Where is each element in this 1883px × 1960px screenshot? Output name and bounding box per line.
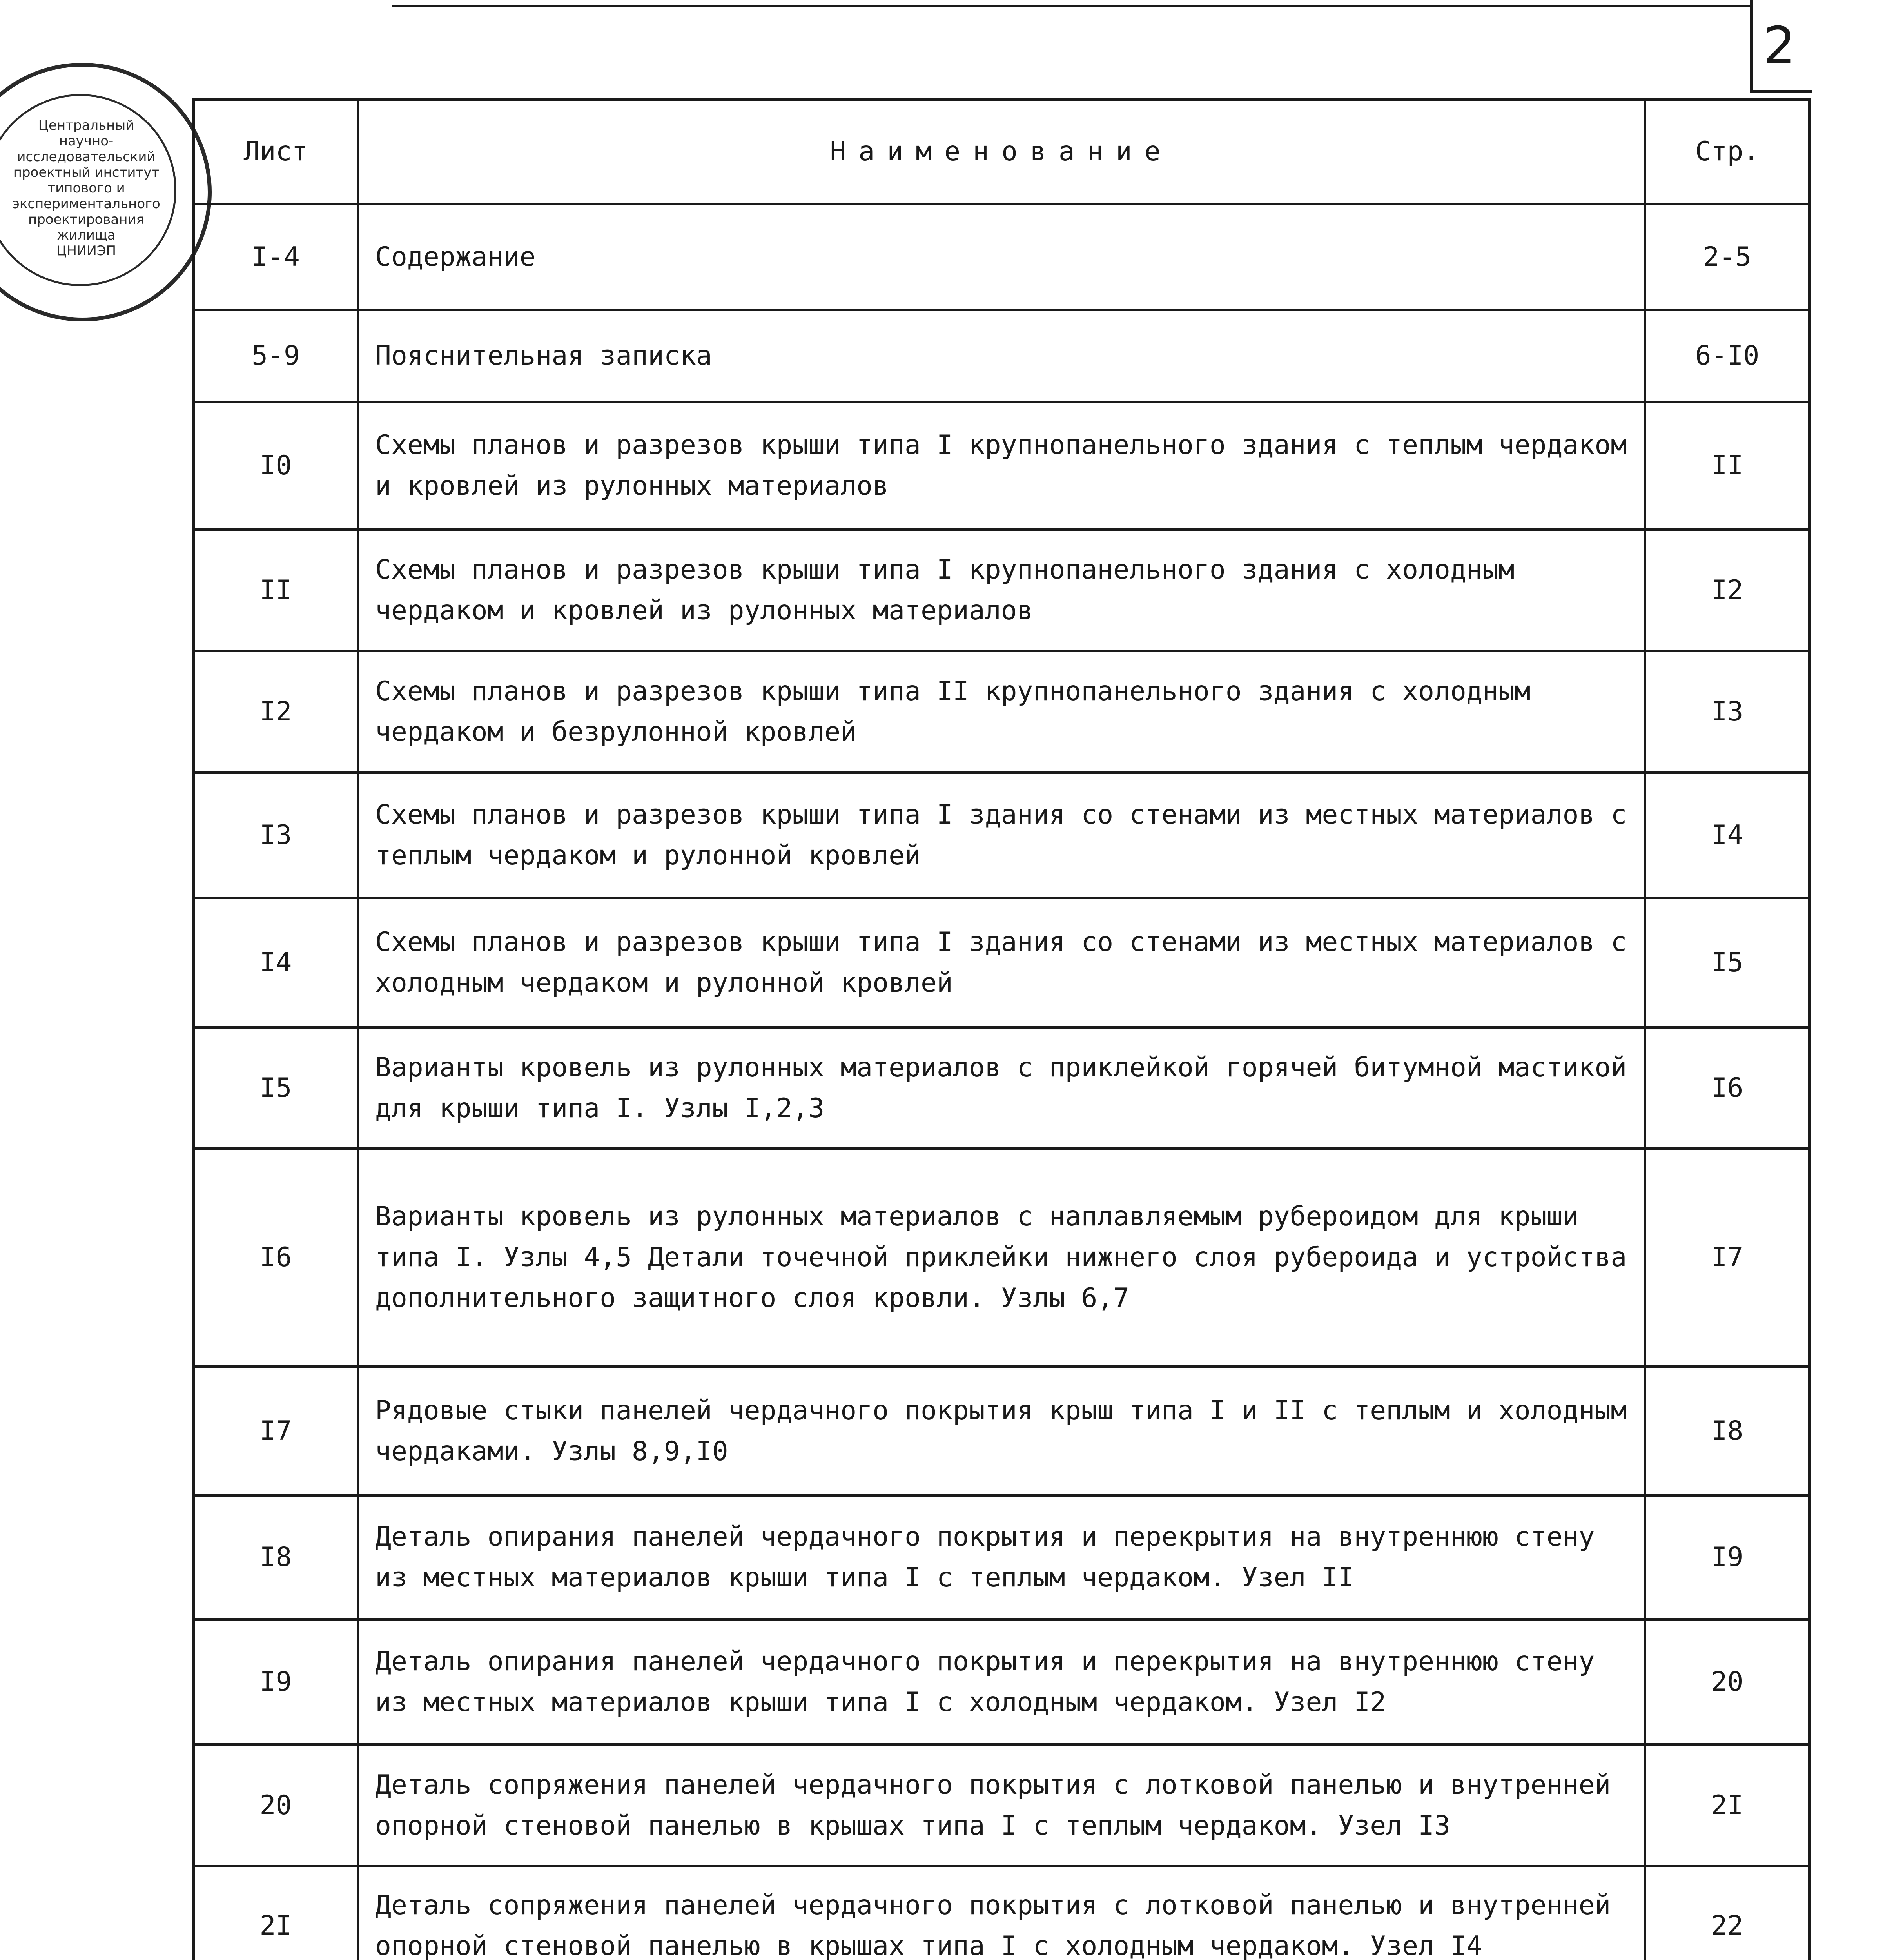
table-row <box>194 402 1810 530</box>
stamp-line: типового и <box>47 180 125 196</box>
name-cell: Рядовые стыки панелей чердачного покрытия крыш типа I и II с теплым и холодным чердаками. Узлы 8,9,I0 <box>358 1367 1645 1496</box>
sheet-cell: I0 <box>194 402 358 530</box>
stamp-line: ЦНИИЭП <box>56 243 116 259</box>
stamp-line: проектирования <box>28 212 144 227</box>
page-cell: I5 <box>1645 898 1810 1027</box>
table-row <box>194 310 1810 402</box>
table-row <box>194 1619 1810 1745</box>
page-cell: 2-5 <box>1645 204 1810 310</box>
sheet-cell: I7 <box>194 1367 358 1496</box>
name-cell: Схемы планов и разрезов крыши типа I здания со стенами из местных материалов с холодным чердаком и рулонной кровлей <box>358 898 1645 1027</box>
page-cell: I4 <box>1645 773 1810 898</box>
sheet-cell: I6 <box>194 1149 358 1367</box>
page-cell: I8 <box>1645 1367 1810 1496</box>
table-row <box>194 651 1810 773</box>
page-cell: I9 <box>1645 1496 1810 1619</box>
sheet-cell: I4 <box>194 898 358 1027</box>
name-cell: Схемы планов и разрезов крыши типа I крупнопанельного здания с холодным чердаком и кровлей из рулонных материалов <box>358 530 1645 651</box>
top-border-line <box>392 5 1750 7</box>
header-name: Наименование <box>358 100 1645 204</box>
page-cell: 22 <box>1645 1866 1810 1960</box>
name-cell: Схемы планов и разрезов крыши типа I крупнопанельного здания с теплым чердаком и кровлей из рулонных материалов <box>358 402 1645 530</box>
table-row <box>194 1027 1810 1149</box>
name-cell: Деталь сопряжения панелей чердачного покрытия с лотковой панелью и внутренней опорной стеновой панелью в крышах типа I с теплым чердаком. Узел I3 <box>358 1745 1645 1866</box>
table-header-row <box>194 100 1810 204</box>
sheet-cell: I3 <box>194 773 358 898</box>
table-row <box>194 530 1810 651</box>
sheet-cell: II <box>194 530 358 651</box>
stamp-line: жилища <box>57 227 116 243</box>
page-cell: I2 <box>1645 530 1810 651</box>
name-cell: Схемы планов и разрезов крыши типа II крупнопанельного здания с холодным чердаком и безрулонной кровлей <box>358 651 1645 773</box>
sheet-cell: I8 <box>194 1496 358 1619</box>
name-cell: Деталь опирания панелей чердачного покрытия и перекрытия на внутреннюю стену из местных материалов крыши типа I с теплым чердаком. Узел II <box>358 1496 1645 1619</box>
table-row <box>194 773 1810 898</box>
sheet-cell: I-4 <box>194 204 358 310</box>
contents-table <box>192 98 1811 1960</box>
stamp-text <box>0 118 172 259</box>
stamp-line: Центральный <box>38 118 134 133</box>
name-cell: Варианты кровель из рулонных материалов с приклейкой горячей битумной мастикой для крыши типа I. Узлы I,2,3 <box>358 1027 1645 1149</box>
page-cell: I6 <box>1645 1027 1810 1149</box>
table-row <box>194 1745 1810 1866</box>
table-row <box>194 1149 1810 1367</box>
table-row <box>194 1496 1810 1619</box>
stamp-line: научно- <box>59 133 114 149</box>
name-cell: Варианты кровель из рулонных материалов с наплавляемым рубероидом для крыши типа I. Узлы 4,5 Детали точечной приклейки нижнего слоя рубероида и устройства дополнительного защитного слоя кровли. Узлы 6,7 <box>358 1149 1645 1367</box>
table-row <box>194 898 1810 1027</box>
header-sheet: Лист <box>194 100 358 204</box>
sheet-cell: I2 <box>194 651 358 773</box>
name-cell: Деталь опирания панелей чердачного покрытия и перекрытия на внутреннюю стену из местных материалов крыши типа I с холодным чердаком. Узел I2 <box>358 1619 1645 1745</box>
stamp-line: проектный институт <box>13 165 160 180</box>
name-cell: Содержание <box>358 204 1645 310</box>
name-cell: Схемы планов и разрезов крыши типа I здания со стенами из местных материалов с теплым чердаком и рулонной кровлей <box>358 773 1645 898</box>
table-row <box>194 1866 1810 1960</box>
table-row <box>194 204 1810 310</box>
name-cell: Деталь сопряжения панелей чердачного покрытия с лотковой панелью и внутренней опорной стеновой панелью в крышах типа I с холодным чердаком. Узел I4 <box>358 1866 1645 1960</box>
page-cell: I3 <box>1645 651 1810 773</box>
sheet-cell: 2I <box>194 1866 358 1960</box>
sheet-cell: I9 <box>194 1619 358 1745</box>
sheet-cell: 20 <box>194 1745 358 1866</box>
stamp-line: исследовательский <box>17 149 156 165</box>
page-cell: I7 <box>1645 1149 1810 1367</box>
table-row <box>194 1367 1810 1496</box>
page-cell: II <box>1645 402 1810 530</box>
sheet-cell: I5 <box>194 1027 358 1149</box>
sheet-cell: 5-9 <box>194 310 358 402</box>
page-cell: 2I <box>1645 1745 1810 1866</box>
stamp-line: экспериментального <box>12 196 160 212</box>
page-number: 2 <box>1763 16 1796 75</box>
name-cell: Пояснительная записка <box>358 310 1645 402</box>
page-cell: 20 <box>1645 1619 1810 1745</box>
page-cell: 6-I0 <box>1645 310 1810 402</box>
header-page: Стр. <box>1645 100 1810 204</box>
